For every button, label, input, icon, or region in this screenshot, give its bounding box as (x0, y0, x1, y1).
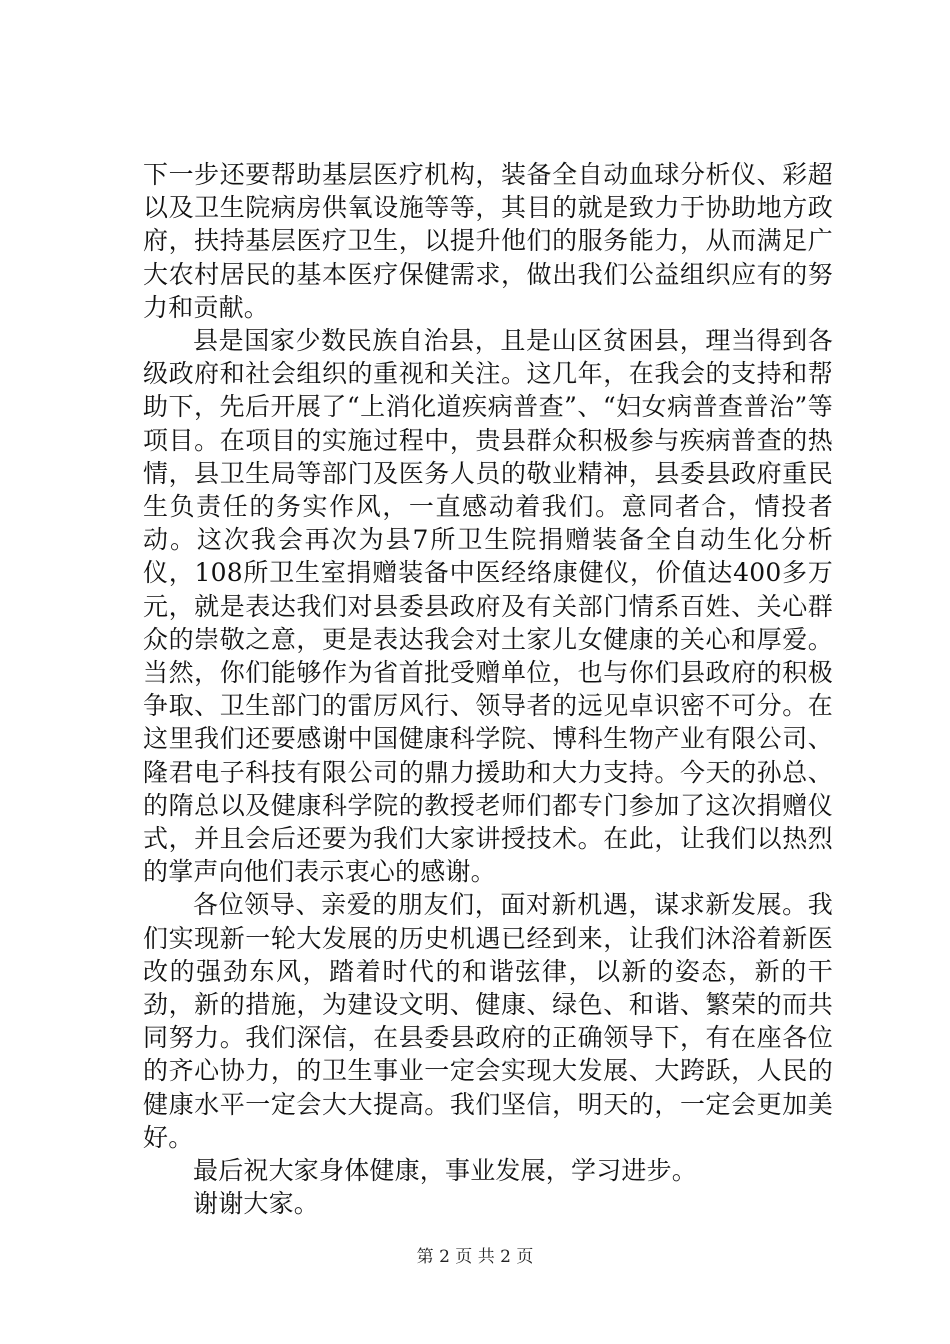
paragraph-continuation: 下一步还要帮助基层医疗机构，装备全自动血球分析仪、彩超以及卫生院病房供氧设施等等，其目的就是致力于协助地方政府，扶持基层医疗卫生，以提升他们的服务能力，从而满足广大农村居民的基本医疗保健需求，做出我们公益组织应有的努力和贡献。 (143, 160, 833, 322)
paragraph-thanks: 谢谢大家。 (193, 1189, 320, 1219)
page-footer: 第 2 页 共 2 页 (416, 1247, 534, 1267)
paragraph-donation-details: 县是国家少数民族自治县，且是山区贫困县，理当得到各级政府和社会组织的重视和关注。这几年，在我会的支持和帮助下，先后开展了“上消化道疾病普查”、“妇女病普查普治”等项目。在项目的实施过程中，贵县群众积极参与疾病普查的热情，县卫生局等部门及医务人员的敬业精神，县委县政府重民生负责任的务实作风，一直感动着我们。意同者合，情投者动。这次我会再次为县7所卫生院捐赠装备全自动生化分析仪，108所卫生室捐赠装备中医经络康健仪，价值达400多万元，就是表达我们对县委县政府及有关部门情系百姓、关心群众的崇敬之意，更是表达我会对土家儿女健康的关心和厚爱。当然，你们能够作为省首批受赠单位，也与你们县政府的积极争取、卫生部门的雷厉风行、领导者的远见卓识密不可分。在这里我们还要感谢中国健康科学院、博科生物产业有限公司、隆君电子科技有限公司的鼎力援助和大力支持。今天的孙总、的隋总以及健康科学院的教授老师们都专门参加了这次捐赠仪式，并且会后还要为我们大家讲授技术。在此，让我们以热烈的掌声向他们表示衷心的感谢。 (143, 326, 833, 887)
paragraph-closing-wishes: 最后祝大家身体健康，事业发展，学习进步。 (193, 1156, 698, 1186)
paragraph-new-development: 各位领导、亲爱的朋友们，面对新机遇，谋求新发展。我们实现新一轮大发展的历史机遇已经到来，让我们沐浴着新医改的强劲东风，踏着时代的和谐弦律，以新的姿态，新的干劲，新的措施，为建设文明、健康、绿色、和谐、繁荣的而共同努力。我们深信，在县委县政府的正确领导下，有在座各位的齐心协力，的卫生事业一定会实现大发展、大跨跃，人民的健康水平一定会大大提高。我们坚信，明天的，一定会更加美好。 (143, 890, 833, 1152)
document-body (143, 158, 833, 1221)
